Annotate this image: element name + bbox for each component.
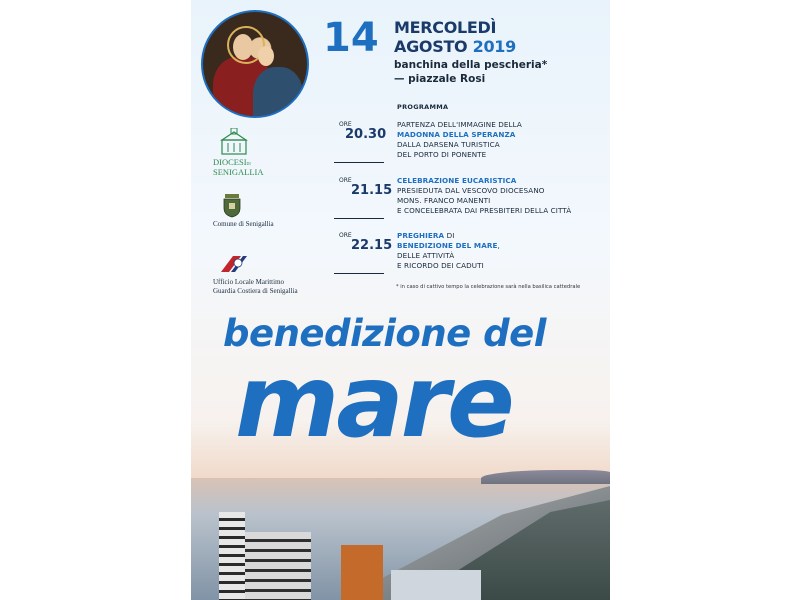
event-description: CELEBRAZIONE EUCARISTICA PRESIEDUTA DAL VESCOVO DIOCESANO MONS. FRANCO MANENTI E CONCELEBRATA DAI PRESBITERI DELLA CITTÀ	[397, 176, 572, 215]
event-time: 21.15	[351, 183, 393, 198]
programma-heading: PROGRAMMA	[397, 103, 449, 111]
port-tent	[391, 570, 481, 600]
event-description: PARTENZA DELL'IMMAGINE DELLA MADONNA DELLA SPERANZA DALLA DARSENA TURISTICA DEL PORTO DI PONENTE	[397, 120, 522, 159]
cathedral-icon	[219, 128, 249, 156]
divider	[334, 162, 384, 163]
event-time: 22.15	[351, 238, 393, 253]
main-title-line-2: mare	[235, 343, 512, 460]
madonna-image	[201, 10, 309, 118]
venue-line-2: — piazzale Rosi	[394, 73, 486, 85]
event-month	[394, 37, 516, 56]
divider	[334, 218, 384, 219]
event-year: 2019	[472, 37, 516, 56]
divider	[334, 273, 384, 274]
diocesi-logo-text: DIOCESIDI SENIGALLIA	[213, 157, 264, 177]
ore-label: ORE	[339, 232, 352, 239]
coast-guard-icon	[219, 252, 249, 274]
event-description: PREGHIERA DI BENEDIZIONE DEL MARE, DELLE ATTIVITÀ E RICORDO DEI CADUTI	[397, 231, 500, 270]
lighthouse-tower	[219, 512, 245, 600]
event-poster	[191, 0, 610, 600]
venue-line-1: banchina della pescheria*	[394, 59, 548, 71]
orange-building	[341, 545, 383, 600]
ore-label: ORE	[339, 177, 352, 184]
event-day: 14	[323, 15, 379, 61]
coat-of-arms-icon	[221, 194, 243, 218]
event-weekday: MERCOLEDÌ	[394, 18, 497, 37]
comune-logo-text: Comune di Senigallia	[213, 220, 274, 228]
main-title-line-1: benedizione del	[223, 312, 546, 355]
distant-promontory	[481, 470, 610, 484]
striped-building	[245, 532, 311, 600]
event-month-name: AGOSTO	[394, 37, 468, 56]
coast-guard-line-2: Guardia Costiera di Senigallia	[213, 287, 298, 295]
weather-note: * in caso di cattivo tempo la celebrazione sarà nella basilica cattedrale	[396, 284, 581, 290]
event-time: 20.30	[345, 127, 387, 142]
ore-label: ORE	[339, 121, 352, 128]
coast-guard-line-1: Ufficio Locale Marittimo	[213, 278, 285, 286]
